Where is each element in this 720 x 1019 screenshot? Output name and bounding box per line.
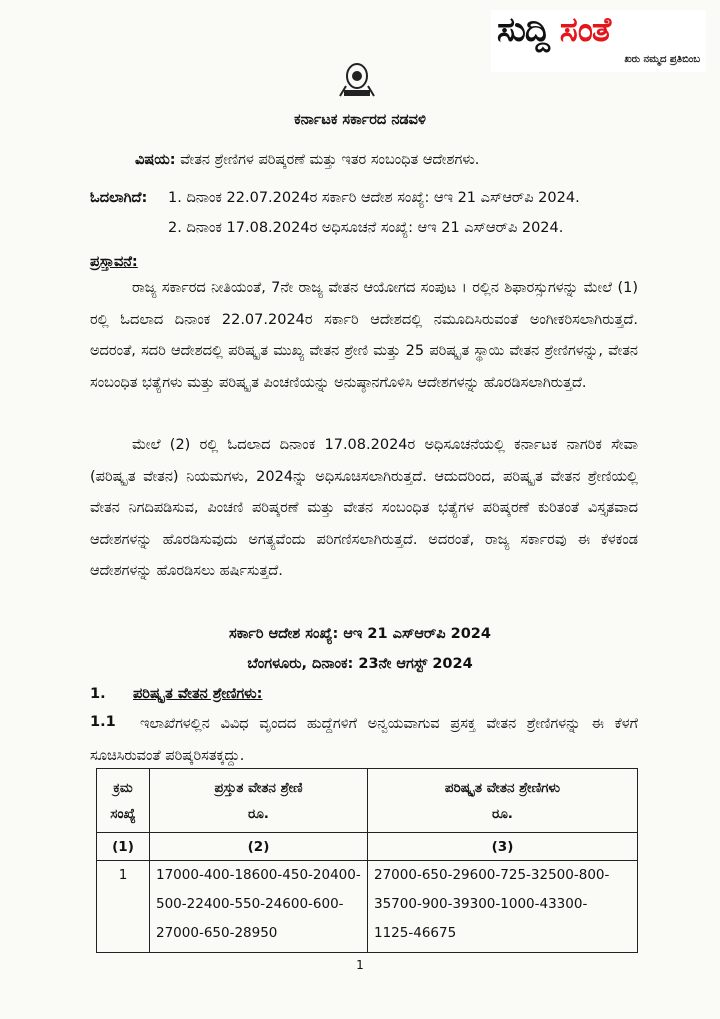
subject-text: ವೇತನ ಶ್ರೇಣಿಗಳ ಪರಿಷ್ಕರಣೆ ಮತ್ತು ಇತರ ಸಂಬಂಧಿತ ಆದೇಶಗಳು. bbox=[180, 152, 480, 168]
order-number: ಸರ್ಕಾರಿ ಆದೇಶ ಸಂಖ್ಯೆ: ಆಇ 21 ಎಸ್‌ಆರ್‌ಪಿ 2024 bbox=[229, 626, 491, 642]
pay-scale-table bbox=[96, 768, 638, 953]
header-line: ಕ್ರಮ bbox=[113, 779, 133, 796]
page-number: 1 bbox=[356, 958, 364, 972]
brand-logo bbox=[491, 10, 706, 72]
subsection-text: ಇಲಾಖೆಗಳಲ್ಲಿನ ವಿವಿಧ ವೃಂದದ ಹುದ್ದೆಗಳಿಗೆ ಅನ್ವಯವಾಗುವ ಪ್ರಸಕ್ತ ವೇತನ ಶ್ರೇಣಿಗಳನ್ನು ಈ ಕೆಳಗೆ ಸೂಚಿಸಿರುವಂತೆ ಪರಿಷ್ಕರಿಸತಕ್ಕದ್ದು. bbox=[90, 716, 638, 764]
header-line: ಪ್ರಸ್ತುತ ವೇತನ ಶ್ರೇಣಿ bbox=[214, 779, 303, 796]
reference-item: 1. ದಿನಾಂಕ 22.07.2024ರ ಸರ್ಕಾರಿ ಆದೇಶ ಸಂಖ್ಯೆ: ಆಇ 21 ಎಸ್‌ಆರ್‌ಪಿ 2024. bbox=[168, 190, 580, 206]
table-subheader-cell: (3) bbox=[368, 833, 638, 861]
state-emblem-icon bbox=[336, 60, 378, 100]
table-header-row bbox=[97, 769, 638, 833]
document-heading: ಕರ್ನಾಟಕ ಸರ್ಕಾರದ ನಡವಳಿ bbox=[294, 112, 426, 128]
scale-line: 27000-650-28950 bbox=[156, 925, 278, 941]
table-subheader-cell: (1) bbox=[97, 833, 150, 861]
logo-word-1: ಸುದ್ದಿ bbox=[497, 10, 549, 50]
table-cell-sno: 1 bbox=[97, 861, 150, 953]
preamble-paragraph-2: ಮೇಲೆ (2) ರಲ್ಲಿ ಓದಲಾದ ದಿನಾಂಕ 17.08.2024ರ ಅಧಿಸೂಚನೆಯಲ್ಲಿ ಕರ್ನಾಟಕ ನಾಗರಿಕ ಸೇವಾ (ಪರಿಷ್ಕೃತ ವೇತನ) ನಿಯಮಗಳು, 2024ನ್ನು ಅಧಿಸೂಚಿಸಲಾಗಿರುತ್ತದೆ. ಆದುದರಿಂದ, ಪರಿಷ್ಕೃತ ವೇತನ ಶ್ರೇಣಿಯಲ್ಲಿ ವೇತನ ನಿಗದಿಪಡಿಸುವ, ಪಿಂಚಣಿ ಪರಿಷ್ಕರಣೆ ಮತ್ತು ವೇತನ ಸಂಬಂಧಿತ ಭತ್ಯೆಗಳ ಪರಿಷ್ಕರಣೆ ಕುರಿತಂತೆ ವಿಸ್ತೃತವಾದ ಆದೇಶಗಳನ್ನು ಹೊರಡಿಸುವುದು ಅಗತ್ಯವೆಂದು ಪರಿಗಣಿಸಲಾಗಿರುತ್ತದೆ. ಅದರಂತೆ, ರಾಜ್ಯ ಸರ್ಕಾರವು ಈ ಕೆಳಕಂಡ ಆದೇಶಗಳನ್ನು ಹೊರಡಿಸಲು ಹರ್ಷಿಸುತ್ತದೆ. bbox=[90, 437, 638, 579]
table-header-cell bbox=[150, 769, 368, 833]
preamble-paragraph-1: ರಾಜ್ಯ ಸರ್ಕಾರದ ನೀತಿಯಂತೆ, 7ನೇ ರಾಜ್ಯ ವೇತನ ಆಯೋಗದ ಸಂಪುಟ । ರಲ್ಲಿನ ಶಿಫಾರಸ್ಸುಗಳನ್ನು ಮೇಲೆ (1) ರಲ್ಲಿ ಓದಲಾದ ದಿನಾಂಕ 22.07.2024ರ ಸರ್ಕಾರಿ ಆದೇಶದಲ್ಲಿ ನಮೂದಿಸಿರುವಂತೆ ಅಂಗೀಕರಿಸಲಾಗಿರುತ್ತದೆ. ಅದರಂತೆ, ಸದರಿ ಆದೇಶದಲ್ಲಿ ಪರಿಷ್ಕೃತ ಮುಖ್ಯ ವೇತನ ಶ್ರೇಣಿ ಮತ್ತು 25 ಪರಿಷ್ಕೃತ ಸ್ಥಾಯಿ ವೇತನ ಶ್ರೇಣಿಗಳನ್ನು, ವೇತನ ಸಂಬಂಧಿತ ಭತ್ಯೆಗಳು ಮತ್ತು ಪರಿಷ್ಕೃತ ಪಿಂಚಣಿಯನ್ನು ಅನುಷ್ಠಾನಗೊಳಿಸಿ ಆದೇಶಗಳನ್ನು ಹೊರಡಿಸಲಾಗಿರುತ್ತದೆ. bbox=[90, 280, 638, 391]
table-cell-current bbox=[150, 861, 368, 953]
header-line: ಸಂಖ್ಯೆ bbox=[110, 805, 136, 822]
scale-line: 17000-400-18600-450-20400- bbox=[156, 867, 361, 883]
subject-label: ವಿಷಯ: bbox=[135, 152, 176, 168]
scale-line: 27000-650-29600-725-32500-800- bbox=[374, 867, 610, 883]
scale-line: 1125-46675 bbox=[374, 925, 457, 941]
header-line: ರೂ. bbox=[248, 805, 269, 822]
table-row bbox=[97, 861, 638, 953]
order-place-date: ಬೆಂಗಳೂರು, ದಿನಾಂಕ: 23ನೇ ಆಗಸ್ಟ್ 2024 bbox=[247, 656, 473, 672]
section-title: ಪರಿಷ್ಕೃತ ವೇತನ ಶ್ರೇಣಿಗಳು: bbox=[133, 686, 263, 702]
scale-line: 35700-900-39300-1000-43300- bbox=[374, 896, 588, 912]
section-number: 1. bbox=[90, 686, 106, 702]
reference-item: 2. ದಿನಾಂಕ 17.08.2024ರ ಅಧಿಸೂಚನೆ ಸಂಖ್ಯೆ: ಆಇ 21 ಎಸ್‌ಆರ್‌ಪಿ 2024. bbox=[168, 220, 564, 236]
table-subheader-row bbox=[97, 833, 638, 861]
preamble-heading: ಪ್ರಸ್ತಾವನೆ: bbox=[90, 254, 138, 270]
logo-tagline: ಖರು ನಮ್ಮದ ಪ್ರತಿಬಿಂಬ bbox=[624, 54, 700, 65]
table-cell-revised bbox=[368, 861, 638, 953]
header-line: ಪರಿಷ್ಕೃತ ವೇತನ ಶ್ರೇಣಿಗಳು bbox=[444, 779, 561, 796]
header-line: ರೂ. bbox=[492, 805, 513, 822]
table-header-cell bbox=[97, 769, 150, 833]
scale-line: 500-22400-550-24600-600- bbox=[156, 896, 344, 912]
subsection-number: 1.1 bbox=[90, 714, 116, 730]
logo-word-2: ಸಂತೆ bbox=[559, 10, 611, 50]
subject-line bbox=[135, 152, 479, 168]
table-subheader-cell: (2) bbox=[150, 833, 368, 861]
references-label: ಓದಲಾಗಿದೆ: bbox=[90, 190, 148, 206]
table-header-cell bbox=[368, 769, 638, 833]
